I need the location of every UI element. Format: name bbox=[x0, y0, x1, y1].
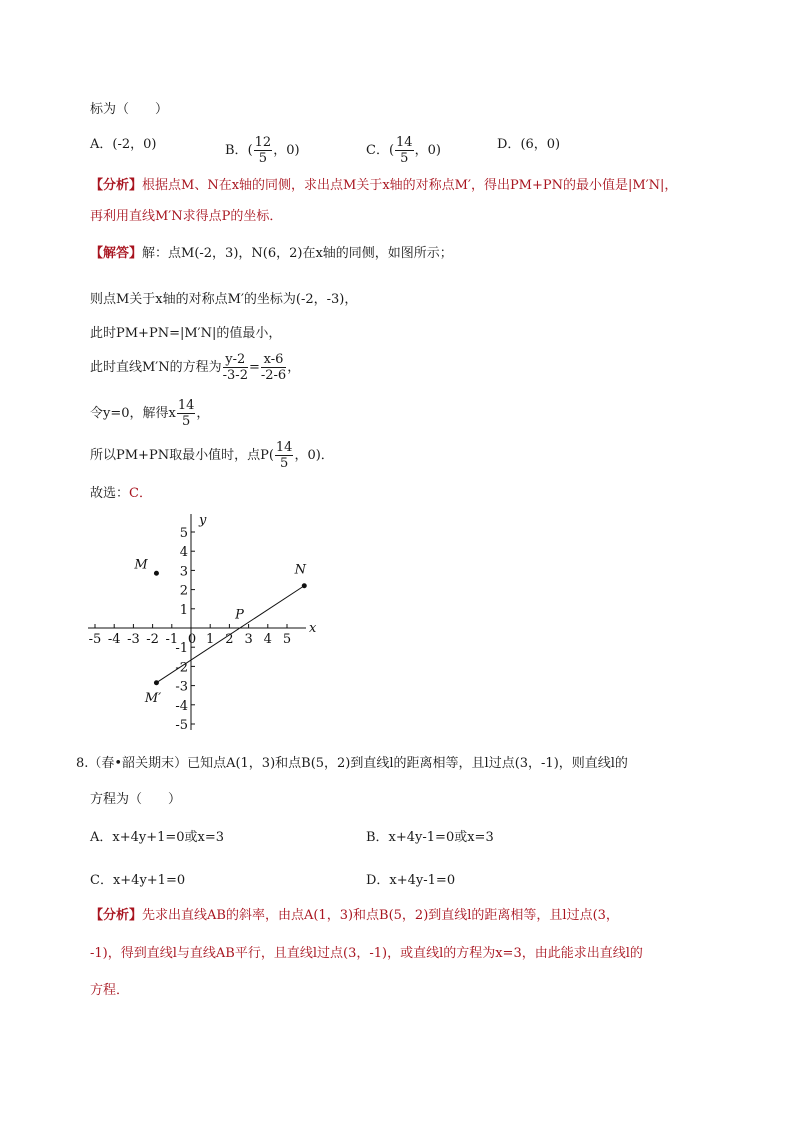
q7-analysis-line2: 再利用直线M′N求得点P的坐标． bbox=[90, 209, 283, 224]
x-tick-label: -3 bbox=[127, 632, 140, 647]
equation-end: ， bbox=[287, 360, 301, 375]
q8-analysis-line2: -1)，得到直线l与直线AB平行，且直线l过点(3，-1)，或直线l的方程为x=3，由此能求出直线l的 bbox=[90, 946, 643, 961]
solve-text: 令y=0，解得x bbox=[90, 406, 176, 421]
option-label: A． bbox=[90, 137, 113, 152]
q7-solution-line2: 则点M关于x轴的对称点M′的坐标为(-2，-3)， bbox=[90, 292, 358, 307]
q8-stem-line1: 8.（春•韶关期末）已知点A(1，3)和点B(5，2)到直线l的距离相等，且l过点(3，-1)，则直线l的 bbox=[76, 756, 628, 771]
q7-option-c bbox=[366, 135, 441, 166]
y-tick-label: -4 bbox=[175, 698, 188, 714]
analysis-tag: 【分析】 bbox=[90, 908, 143, 923]
point-m-label: M bbox=[134, 557, 148, 573]
paren-tail: ，0) bbox=[414, 143, 441, 158]
x-axis-label: x bbox=[309, 621, 317, 636]
point-n-dot bbox=[302, 583, 307, 588]
q7-option-a bbox=[90, 135, 156, 155]
point-mprime-dot bbox=[154, 680, 159, 685]
numerator: 14 bbox=[177, 398, 195, 413]
x-tick-label: -2 bbox=[146, 632, 159, 647]
choice-answer: C． bbox=[129, 486, 152, 501]
fraction-p bbox=[275, 440, 294, 471]
x-tick-label: -1 bbox=[165, 632, 179, 647]
fraction bbox=[395, 135, 414, 166]
paren: ( bbox=[388, 143, 395, 158]
denominator: 5 bbox=[280, 456, 289, 471]
solution-tag: 【解答】 bbox=[90, 246, 143, 261]
point-mprime-label: M′ bbox=[144, 690, 162, 706]
q7-solution-line5 bbox=[90, 398, 209, 429]
numerator: y-2 bbox=[223, 352, 248, 368]
choice-label: 故选： bbox=[90, 486, 130, 501]
fraction-left bbox=[223, 352, 248, 383]
option-text: (6，0) bbox=[520, 137, 561, 152]
y-tick-label: -1 bbox=[175, 641, 188, 657]
denominator: 5 bbox=[258, 151, 268, 166]
line-end: ，0)． bbox=[294, 448, 334, 463]
q7-option-d bbox=[497, 135, 560, 155]
numerator: x-6 bbox=[261, 352, 286, 368]
q8-analysis-line3: 方程． bbox=[90, 983, 130, 998]
option-label: D． bbox=[497, 137, 521, 152]
denominator: -3-2 bbox=[222, 368, 248, 383]
q7-option-b bbox=[225, 135, 300, 166]
fraction-x bbox=[177, 398, 196, 429]
point-m-dot bbox=[154, 571, 159, 576]
option-label: C． bbox=[366, 143, 389, 158]
point-p-label: P bbox=[235, 607, 244, 623]
y-tick-label: 1 bbox=[179, 602, 188, 618]
analysis-tag: 【分析】 bbox=[90, 178, 143, 193]
option-label: B． bbox=[225, 143, 248, 158]
equals-sign: = bbox=[248, 360, 260, 375]
fraction bbox=[254, 135, 273, 166]
option-text: (-2，0) bbox=[112, 137, 157, 152]
analysis-text: 根据点M、N在x轴的同侧，求出点M关于x轴的对称点M′，得出PM+PN的最小值是|M′N|， bbox=[142, 178, 678, 193]
denominator: 5 bbox=[400, 151, 409, 166]
tick-labels bbox=[89, 526, 291, 733]
result-text: 所以PM+PN取最小值时，点P( bbox=[90, 448, 274, 463]
q7-solution-line3: 此时PM+PN=|M′N|的值最小， bbox=[90, 326, 282, 341]
solution-text: 解：点M(-2，3)，N(6，2)在x轴的同侧，如图所示； bbox=[142, 246, 453, 261]
x-tick-label: 0 bbox=[187, 632, 197, 647]
y-tick-label: -3 bbox=[175, 679, 188, 695]
y-tick-label: 2 bbox=[179, 583, 188, 599]
x-tick-label: 3 bbox=[244, 632, 253, 647]
y-tick-label: -2 bbox=[175, 660, 188, 676]
numerator: 12 bbox=[254, 135, 272, 150]
y-axis-label: y bbox=[199, 513, 207, 528]
graph-marks bbox=[133, 557, 306, 705]
paren-tail: ，0) bbox=[273, 143, 300, 158]
q7-choice bbox=[90, 484, 152, 504]
paren: ( bbox=[247, 143, 253, 158]
q8-option-a: A．x+4y+1=0或x=3 bbox=[90, 830, 225, 845]
q8-option-c: C．x+4y+1=0 bbox=[90, 873, 186, 888]
coordinate-graph bbox=[84, 510, 334, 735]
q8-option-d: D．x+4y-1=0 bbox=[366, 873, 456, 888]
point-n-label: N bbox=[294, 562, 307, 578]
denominator: 5 bbox=[181, 414, 191, 429]
numerator: 14 bbox=[396, 135, 413, 150]
q7-solution-line1 bbox=[90, 244, 453, 264]
q8-option-b: B．x+4y-1=0或x=3 bbox=[366, 830, 494, 845]
line-end: ， bbox=[196, 406, 210, 421]
x-tick-label: 2 bbox=[225, 632, 234, 647]
y-tick-label: 4 bbox=[179, 545, 188, 561]
y-tick-label: -5 bbox=[175, 718, 188, 733]
y-tick-label: 3 bbox=[179, 564, 188, 580]
x-tick-label: -4 bbox=[107, 632, 121, 647]
q7-solution-line6 bbox=[90, 440, 334, 471]
y-tick-label: 5 bbox=[179, 526, 188, 541]
x-tick-label: 1 bbox=[206, 632, 215, 647]
analysis-text: 先求出直线AB的斜率，由点A(1，3)和点B(5，2)到直线l的距离相等，且l过点(3， bbox=[142, 908, 619, 923]
fraction-right bbox=[261, 352, 286, 383]
q8-stem-line2: 方程为（ ） bbox=[90, 792, 182, 807]
x-tick-label: 4 bbox=[263, 632, 272, 647]
x-tick-label: 5 bbox=[282, 632, 292, 647]
q7-analysis-line1 bbox=[90, 176, 677, 196]
denominator: -2-6 bbox=[260, 368, 287, 383]
q7-solution-line4 bbox=[90, 352, 300, 383]
axes bbox=[88, 513, 317, 730]
numerator: 14 bbox=[275, 440, 293, 455]
q8-analysis-line1 bbox=[90, 906, 619, 926]
x-tick-label: -5 bbox=[88, 632, 102, 647]
q7-stem-tail: 标为（ ） bbox=[90, 102, 169, 117]
equation-intro: 此时直线M′N的方程为 bbox=[90, 360, 222, 375]
